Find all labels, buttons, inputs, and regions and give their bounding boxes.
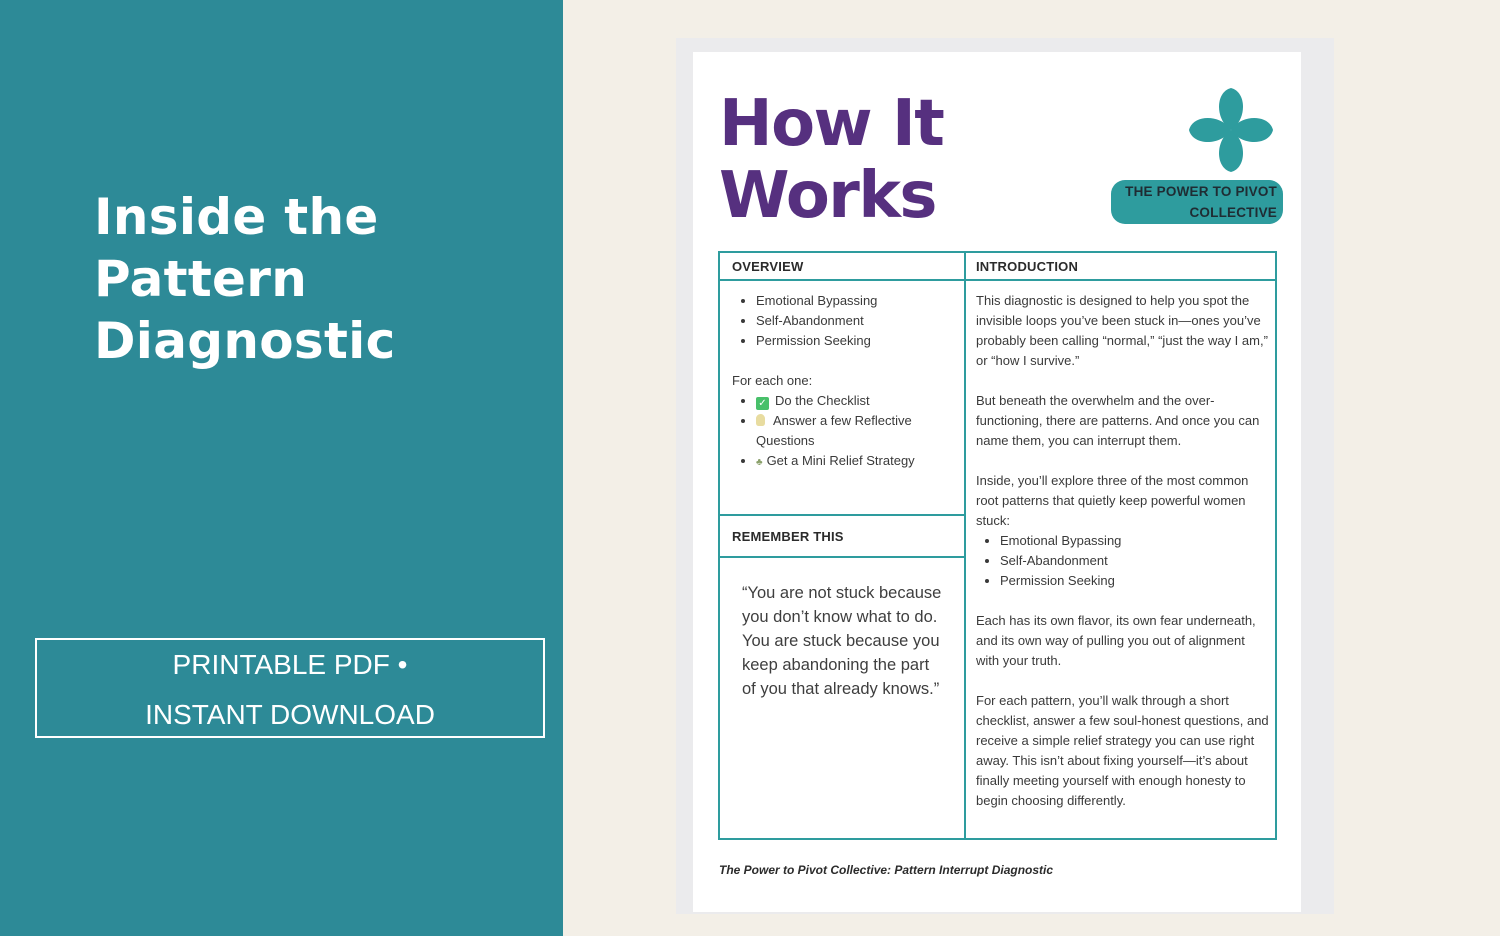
hero-title-line-1: Inside the bbox=[94, 188, 379, 246]
column-divider bbox=[964, 253, 966, 838]
logo-text-pill bbox=[1111, 180, 1283, 224]
list-item: • Self-Abandonment bbox=[756, 311, 960, 331]
remember-header-divider bbox=[720, 556, 964, 558]
step-text: Answer a few Reflective Questions bbox=[756, 413, 912, 448]
intro-paragraph: For each pattern, you’ll walk through a short checklist, answer a few soul-honest questions, and receive a simple relief strategy you can use right away. This isn’t about fixing yourself—it’s about finally meeting yourself with enough honesty to begin choosing differently. bbox=[976, 693, 1269, 808]
overview-pattern-list bbox=[732, 291, 960, 351]
remember-quote: “You are not stuck because you don’t know what to do. You are stuck because you keep abandoning the part of you that already knows.” bbox=[742, 584, 942, 698]
document-title-line-1: How It bbox=[719, 87, 944, 161]
intro-paragraph: But beneath the overwhelm and the over-functioning, there are patterns. And once you can name them, you can interrupt them. bbox=[976, 393, 1260, 448]
list-item: • Emotional Bypassing bbox=[1000, 531, 1270, 551]
overview-cell bbox=[732, 291, 960, 473]
list-item: • Permission Seeking bbox=[756, 331, 960, 351]
document-footer: The Power to Pivot Collective: Pattern Interrupt Diagnostic bbox=[719, 863, 1054, 877]
hero-title bbox=[94, 186, 534, 372]
badge-line-2: INSTANT DOWNLOAD bbox=[145, 699, 435, 730]
document-page bbox=[693, 52, 1301, 912]
format-badge bbox=[35, 638, 545, 738]
document-title bbox=[719, 88, 943, 232]
intro-paragraph: Inside, you’ll explore three of the most common root patterns that quietly keep powerful women stuck: bbox=[976, 473, 1249, 528]
content-table bbox=[718, 251, 1277, 840]
list-item: • Emotional Bypassing bbox=[756, 291, 960, 311]
intro-paragraph: Each has its own flavor, its own fear underneath, and its own way of pulling you out of alignment with your truth. bbox=[976, 613, 1256, 668]
overview-steps-list bbox=[732, 391, 960, 473]
logo-text-line-1: THE POWER TO PIVOT bbox=[1125, 184, 1277, 199]
hero-title-line-2: Pattern bbox=[94, 250, 308, 308]
list-item bbox=[756, 391, 960, 411]
step-text: Do the Checklist bbox=[775, 393, 870, 408]
introduction-header: INTRODUCTION bbox=[976, 259, 1079, 274]
brand-logo bbox=[1111, 80, 1287, 230]
left-teal-panel bbox=[0, 0, 563, 936]
logo-text-line-2: COLLECTIVE bbox=[1189, 205, 1277, 220]
intro-paragraph: This diagnostic is designed to help you spot the invisible loops you’ve been stuck in—ones you’ve probably been calling “normal,” “just the way I am,” or “how I survive.” bbox=[976, 293, 1268, 368]
introduction-cell bbox=[976, 291, 1270, 811]
document-title-line-2: Works bbox=[719, 159, 936, 233]
list-item bbox=[756, 411, 960, 451]
header-divider bbox=[720, 279, 1275, 281]
lightbulb-icon bbox=[756, 414, 765, 426]
list-item bbox=[756, 451, 960, 473]
overview-header: OVERVIEW bbox=[732, 259, 804, 274]
sprout-icon: ♣ bbox=[756, 457, 763, 468]
step-text: Get a Mini Relief Strategy bbox=[766, 453, 915, 468]
remember-top-divider bbox=[720, 514, 964, 516]
list-item: • Self-Abandonment bbox=[1000, 551, 1270, 571]
intro-pattern-list bbox=[976, 531, 1270, 591]
list-item: • Permission Seeking bbox=[1000, 571, 1270, 591]
badge-line-1: PRINTABLE PDF • bbox=[172, 649, 408, 680]
clover-logo-icon bbox=[1185, 84, 1277, 176]
remember-header: REMEMBER THIS bbox=[732, 529, 844, 544]
hero-title-line-3: Diagnostic bbox=[94, 312, 396, 370]
for-each-label: For each one: bbox=[732, 373, 813, 388]
checkmark-icon: ✓ bbox=[756, 397, 769, 410]
